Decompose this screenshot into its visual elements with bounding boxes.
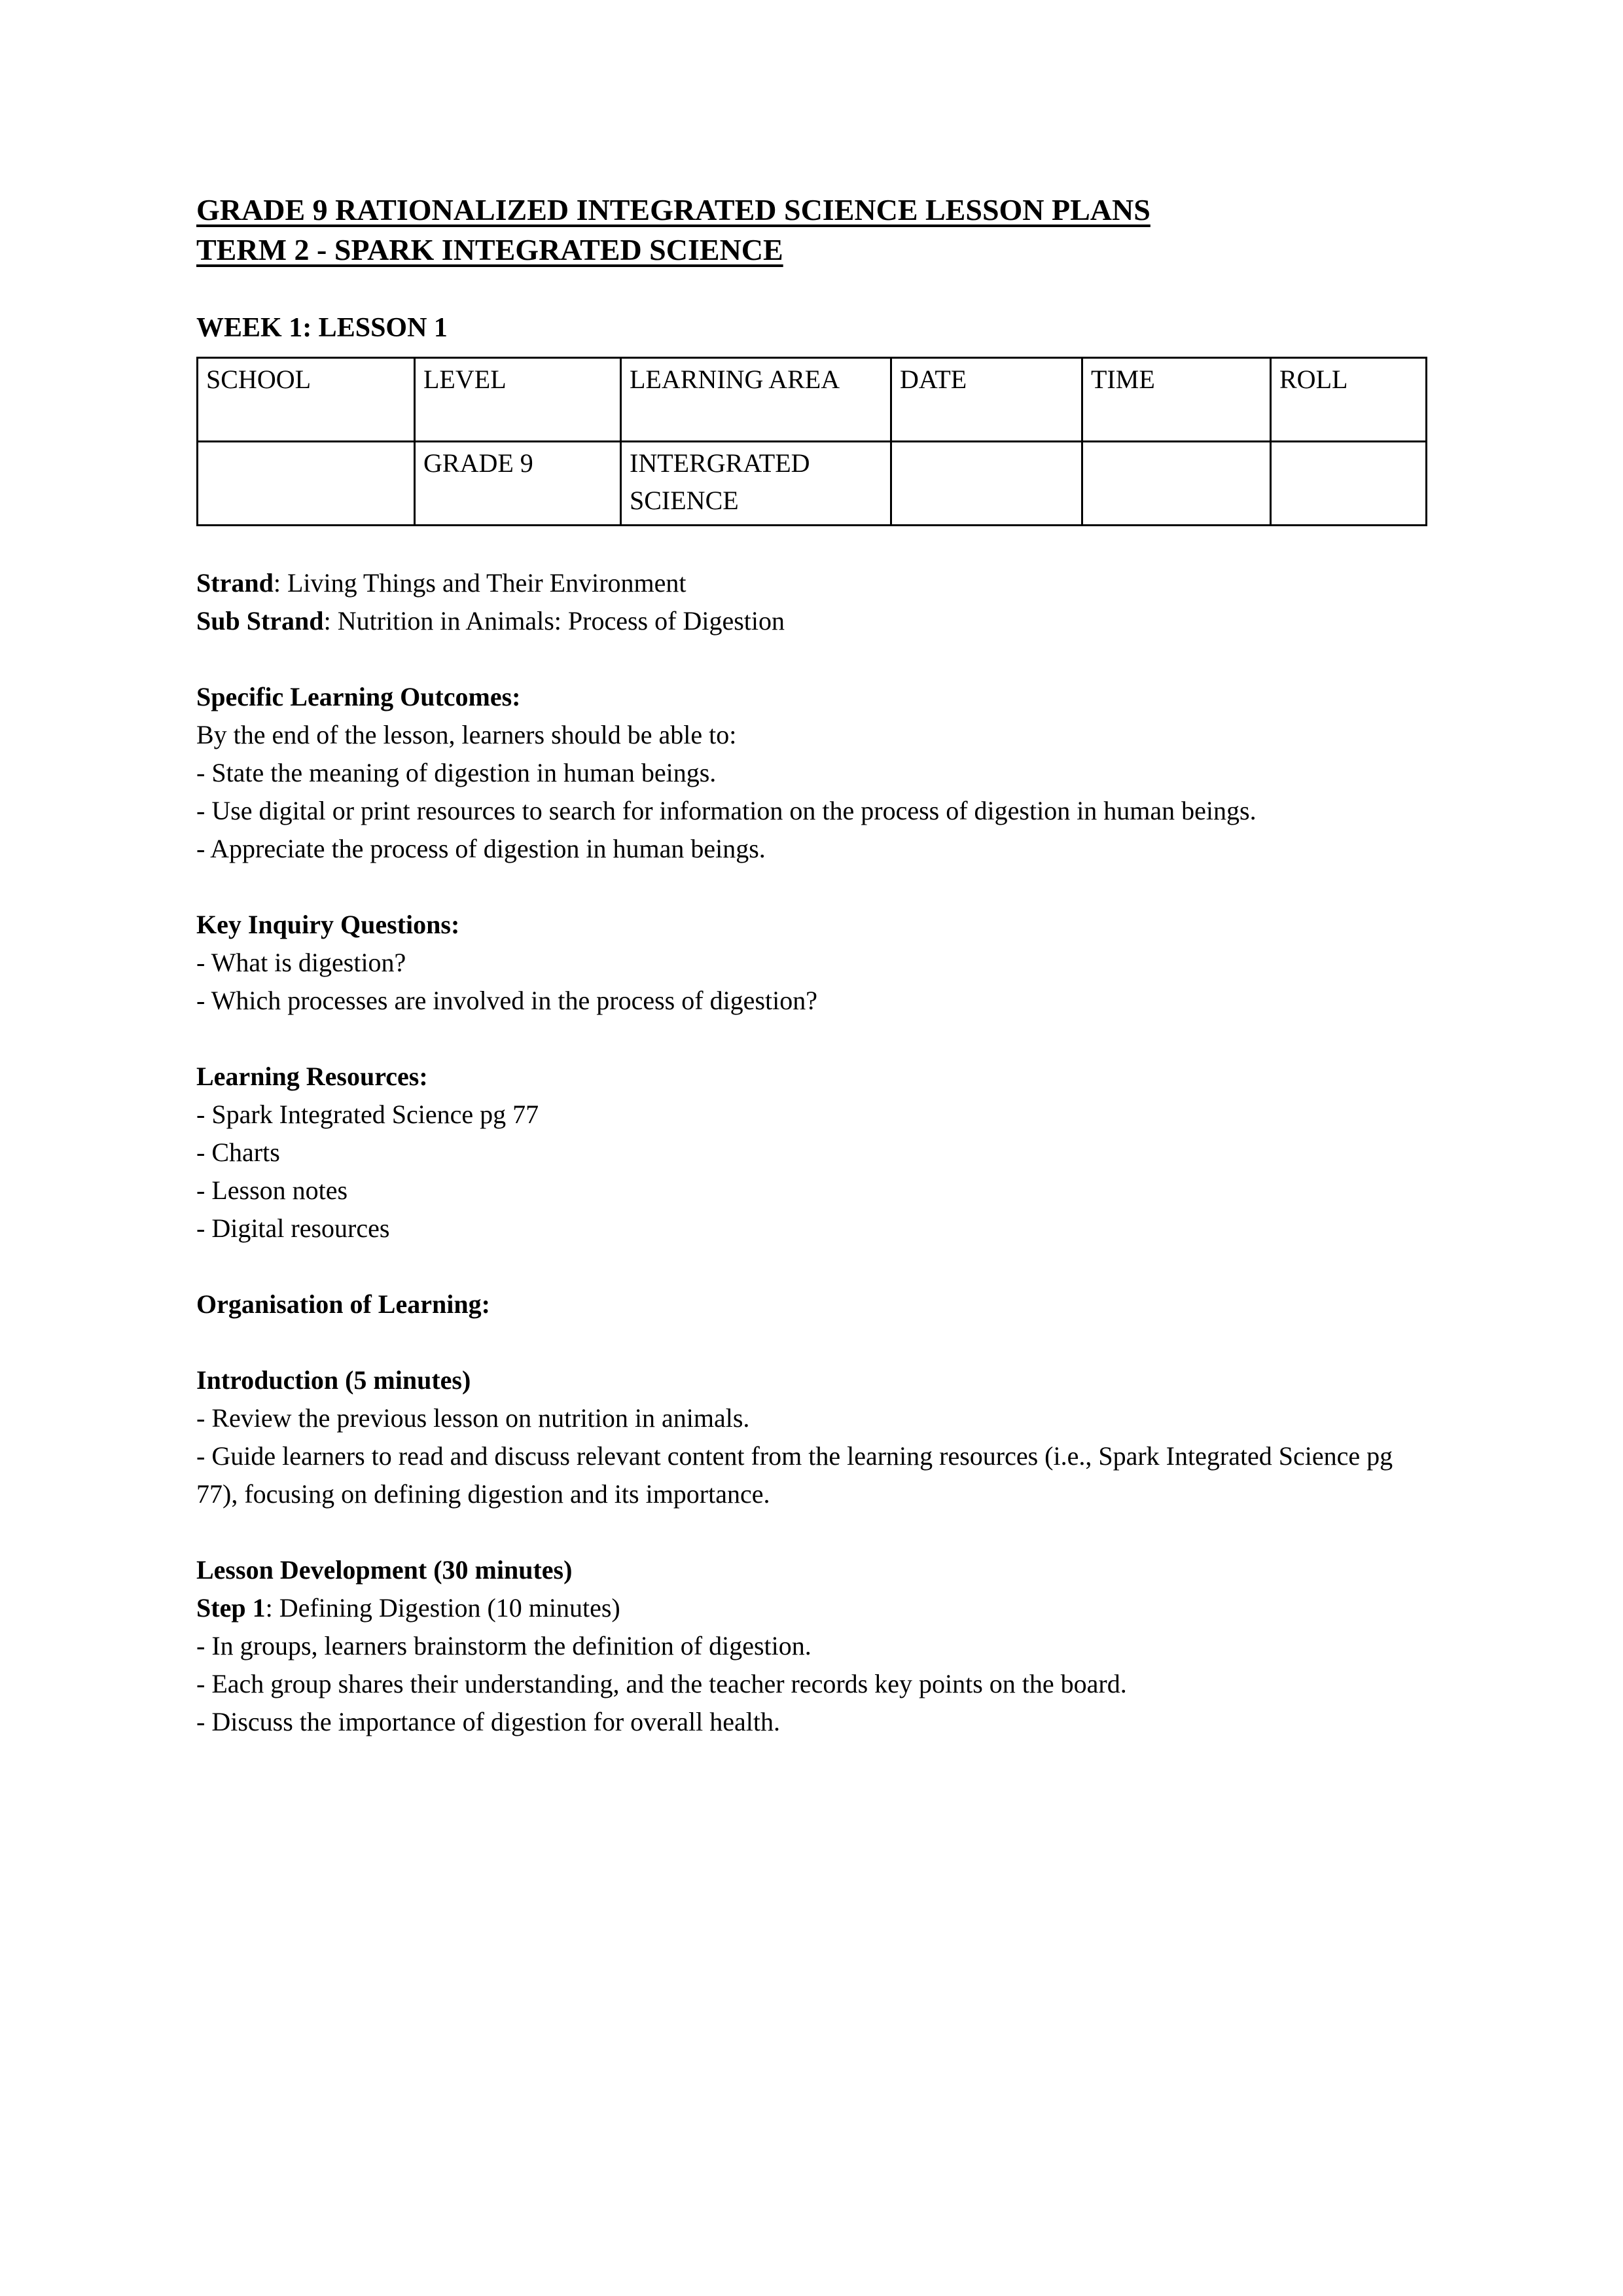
- outcomes-spacer: [196, 868, 1433, 906]
- sub-strand-line: [196, 602, 1433, 640]
- lesson-development-heading: Lesson Development (30 minutes): [196, 1554, 573, 1585]
- table-cell-school: [198, 441, 415, 525]
- table-header-time: TIME: [1082, 357, 1271, 441]
- document-content: [196, 190, 1433, 1741]
- list-item: - Appreciate the process of digestion in human beings.: [196, 833, 766, 863]
- introduction-heading: Introduction (5 minutes): [196, 1365, 471, 1395]
- strand-line: [196, 564, 1433, 602]
- table-header-date: DATE: [891, 357, 1082, 441]
- list-item: - What is digestion?: [196, 947, 406, 977]
- sub-strand-value: Nutrition in Animals: Process of Digestion: [337, 605, 785, 636]
- table-row: [198, 441, 1427, 525]
- lesson-info-table: [196, 357, 1427, 526]
- list-item: - In groups, learners brainstorm the definition of digestion.: [196, 1630, 812, 1660]
- strand-separator: :: [273, 567, 287, 598]
- document-title-line-1-text: GRADE 9 RATIONALIZED INTEGRATED SCIENCE LESSON PLANS: [196, 193, 1150, 226]
- strand-value: Living Things and Their Environment: [287, 567, 687, 598]
- step-1-label: Step 1: [196, 1592, 266, 1623]
- key-inquiry-questions-heading: Key Inquiry Questions:: [196, 909, 460, 939]
- resources-spacer: [196, 1247, 1433, 1285]
- table-header-learning-area: LEARNING AREA: [621, 357, 891, 441]
- document-title-line-2-text: TERM 2 - SPARK INTEGRATED SCIENCE: [196, 233, 783, 267]
- specific-learning-outcomes-heading: Specific Learning Outcomes:: [196, 681, 521, 711]
- list-item: - Review the previous lesson on nutrition in animals.: [196, 1403, 750, 1433]
- sub-strand-separator: :: [323, 605, 338, 636]
- inquiry-spacer: [196, 1020, 1433, 1058]
- table-cell-level: GRADE 9: [415, 441, 621, 525]
- title-spacer: [196, 270, 1433, 310]
- table-cell-time: [1082, 441, 1271, 525]
- step-1-value: Defining Digestion (10 minutes): [279, 1592, 620, 1623]
- document-title-line-1: [196, 190, 1433, 230]
- list-item: - Discuss the importance of digestion for overall health.: [196, 1706, 780, 1736]
- table-header-school: SCHOOL: [198, 357, 415, 441]
- strand-spacer: [196, 640, 1433, 678]
- list-item: - Spark Integrated Science pg 77: [196, 1099, 539, 1129]
- document-title-line-2: [196, 230, 1433, 270]
- step-1-separator: :: [265, 1592, 279, 1623]
- list-item: - Digital resources: [196, 1213, 390, 1243]
- table-cell-learning-area: INTERGRATED SCIENCE: [621, 441, 891, 525]
- specific-learning-outcomes-intro: By the end of the lesson, learners should be able to:: [196, 719, 737, 749]
- list-item: - Use digital or print resources to search for information on the process of digestion in human beings.: [196, 795, 1257, 825]
- list-item: - Guide learners to read and discuss relevant content from the learning resources (i.e., Spark Integrated Science pg 77), focusing on defining digestion and its importance.: [196, 1441, 1393, 1509]
- list-item: - Which processes are involved in the process of digestion?: [196, 985, 817, 1015]
- table-row: [198, 357, 1427, 441]
- lesson-development-step-1: [196, 1589, 1433, 1627]
- organisation-spacer: [196, 1323, 1433, 1361]
- sub-strand-label: Sub Strand: [196, 605, 324, 636]
- strand-label: Strand: [196, 567, 274, 598]
- table-header-roll: ROLL: [1271, 357, 1427, 441]
- table-cell-date: [891, 441, 1082, 525]
- introduction-spacer: [196, 1513, 1433, 1551]
- organisation-of-learning-heading: Organisation of Learning:: [196, 1289, 490, 1319]
- list-item: - Charts: [196, 1137, 280, 1167]
- list-item: - State the meaning of digestion in human beings.: [196, 757, 717, 787]
- week-lesson-heading: WEEK 1: LESSON 1: [196, 313, 448, 344]
- table-header-level: LEVEL: [415, 357, 621, 441]
- table-cell-roll: [1271, 441, 1427, 525]
- table-bottom-spacer: [196, 526, 1433, 564]
- learning-resources-heading: Learning Resources:: [196, 1061, 428, 1091]
- list-item: - Each group shares their understanding, and the teacher records key points on the board.: [196, 1668, 1127, 1698]
- list-item: - Lesson notes: [196, 1175, 348, 1205]
